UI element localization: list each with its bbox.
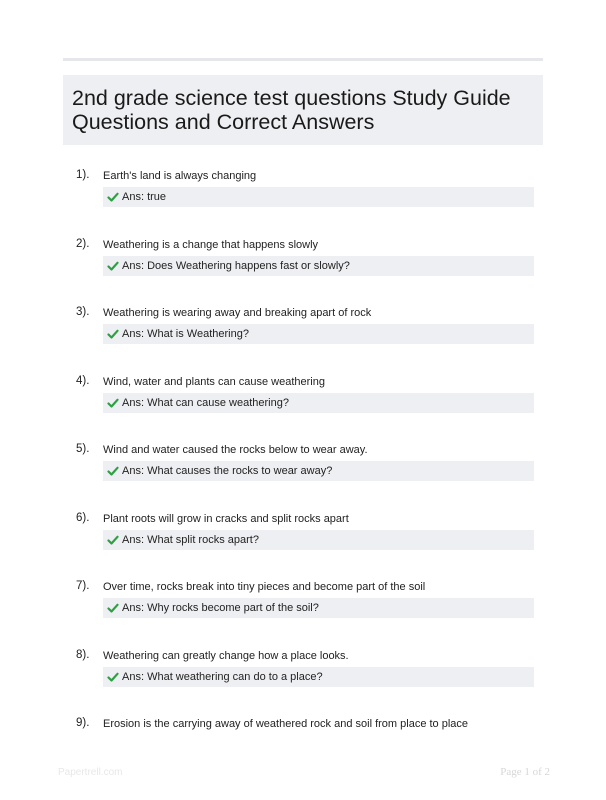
check-icon: [107, 534, 119, 546]
question-item: [0, 374, 606, 434]
answer-box: [103, 256, 534, 276]
question-number: 4).: [76, 374, 90, 387]
answer-text: What causes the rocks to wear away?: [147, 465, 333, 477]
question-text: Weathering can greatly change how a place looks.: [103, 649, 349, 662]
question-number: 1).: [76, 169, 90, 181]
check-icon: [107, 191, 119, 203]
answer-box: [103, 530, 534, 550]
question-number: 8).: [76, 648, 90, 661]
question-number: 9).: [76, 717, 90, 729]
answer-box: [103, 324, 534, 344]
answer-text: Does Weathering happens fast or slowly?: [147, 259, 350, 272]
question-number: 5).: [76, 443, 90, 455]
check-icon: [107, 602, 119, 614]
question-item: [0, 648, 606, 708]
question-text: Over time, rocks break into tiny pieces and become part of the soil: [103, 581, 426, 593]
question-text: Earth's land is always changing: [103, 170, 257, 182]
question-item: [0, 237, 606, 297]
check-icon: [107, 397, 119, 409]
answer-text: What split rocks apart?: [147, 533, 259, 546]
question-item: [0, 305, 606, 365]
question-text: Wind and water caused the rocks below to wear away.: [103, 444, 368, 456]
answer-text: What is Weathering?: [147, 328, 249, 340]
answer-prefix: Ans:: [122, 670, 148, 683]
question-text: Erosion is the carrying away of weathered rock and soil from place to place: [103, 718, 469, 730]
question-number: 6).: [76, 511, 90, 524]
check-icon: [107, 260, 119, 272]
question-text: Wind, water and plants can cause weathering: [103, 375, 325, 388]
question-number: 7).: [76, 580, 90, 592]
answer-prefix: Ans:: [122, 465, 148, 477]
question-item: [0, 579, 606, 639]
answer-box: [103, 461, 534, 481]
page-title: 2nd grade science test questions Study Guide Questions and Correct Answers: [72, 86, 511, 134]
answer-box: [103, 393, 534, 413]
check-icon: [107, 465, 119, 477]
answer-box: [103, 667, 534, 687]
check-icon: [107, 671, 119, 683]
question-item: [0, 168, 606, 228]
answer-prefix: Ans:: [122, 328, 148, 340]
question-item: [0, 511, 606, 571]
answer-box: [103, 598, 534, 618]
check-icon: [107, 328, 119, 340]
answer-text: What can cause weathering?: [147, 396, 289, 409]
answer-prefix: Ans:: [122, 533, 148, 546]
question-text: Weathering is a change that happens slowly: [103, 238, 319, 251]
answer-prefix: Ans:: [122, 259, 148, 272]
answer-box: [103, 187, 534, 207]
answer-prefix: Ans:: [122, 396, 148, 409]
answer-text: Why rocks become part of the soil?: [147, 602, 319, 614]
question-number: 3).: [76, 306, 90, 318]
question-text: Weathering is wearing away and breaking apart of rock: [103, 307, 372, 319]
answer-prefix: Ans:: [122, 191, 148, 203]
question-text: Plant roots will grow in cracks and split rocks apart: [103, 512, 349, 525]
watermark: Papertrell.com: [58, 767, 123, 778]
answer-text: What weathering can do to a place?: [147, 670, 323, 683]
question-item: [0, 442, 606, 502]
page-number: Page 1 of 2: [500, 766, 550, 778]
answer-text: true: [147, 191, 167, 203]
question-number: 2).: [76, 237, 90, 250]
answer-prefix: Ans:: [122, 602, 148, 614]
